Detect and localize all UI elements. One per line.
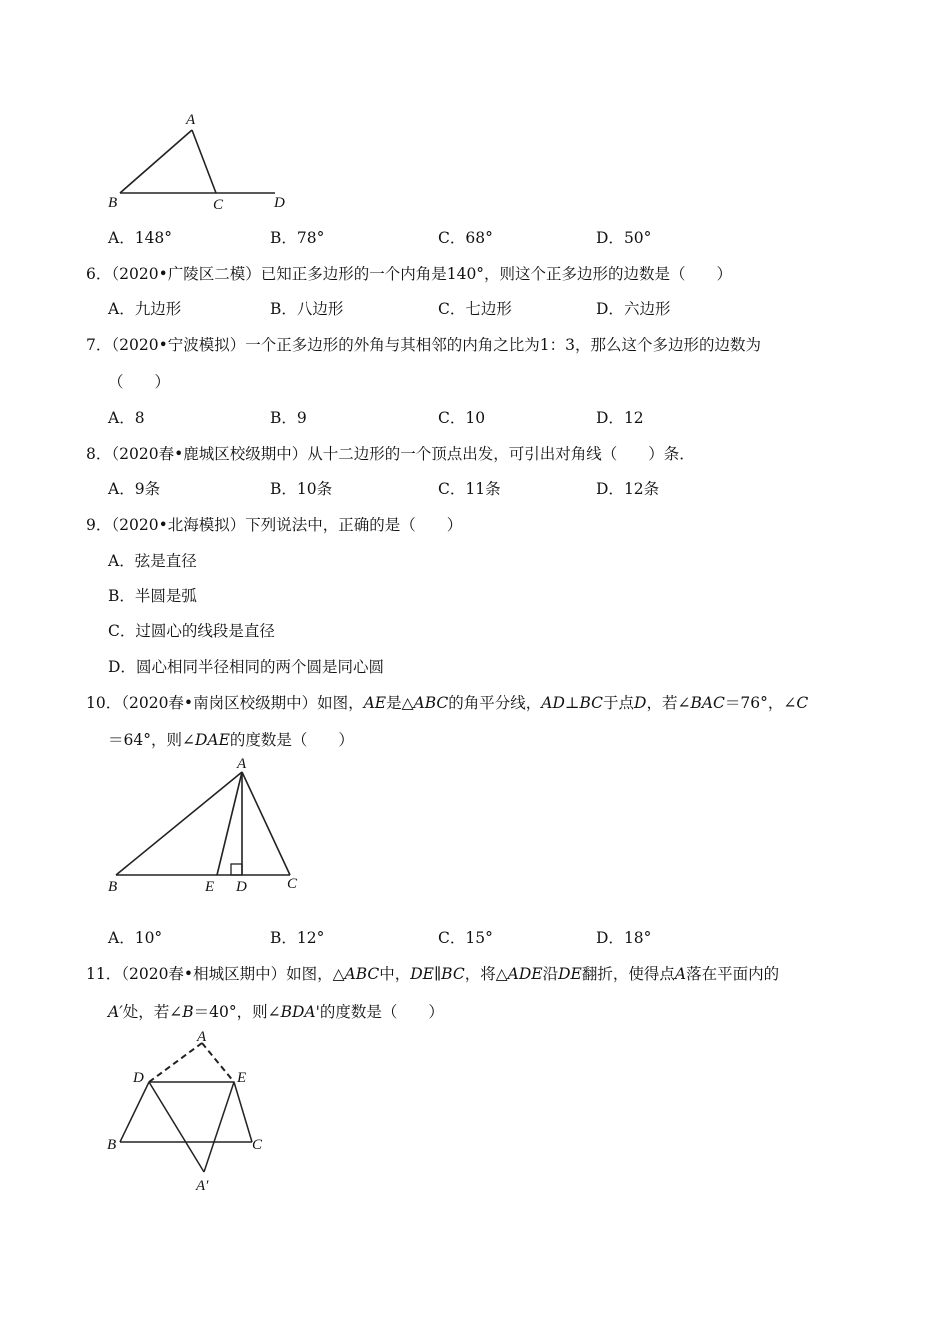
q9-option-a: A．弦是直径 [108, 552, 197, 570]
q6-option-c: C．七边形 [438, 300, 512, 318]
q8-option-a: A．9条 [108, 480, 161, 498]
q7-option-d: D．12 [596, 409, 644, 427]
q6-option-a: A．九边形 [108, 300, 182, 318]
q8-option-b: B．10条 [270, 480, 333, 498]
q5-option-b: B．78° [270, 229, 325, 247]
q5-option-d: D．50° [596, 229, 652, 247]
q10-option-b: B．12° [270, 929, 325, 947]
question-7-line2: （ ） [108, 373, 171, 391]
vertex-label-c: C [213, 197, 224, 213]
q8-option-c: C．11条 [438, 480, 501, 498]
vertex-label-c: C [252, 1137, 263, 1153]
vertex-label-d: D [274, 195, 285, 211]
question-7: 7．（2020•宁波模拟）一个正多边形的外角与其相邻的内角之比为1：3，那么这个多边形的边数为 [86, 336, 761, 354]
q9-option-d: D．圆心相同半径相同的两个圆是同心圆 [108, 658, 384, 676]
q7-option-b: B．9 [270, 409, 307, 427]
question-6: 6．（2020•广陵区二模）已知正多边形的一个内角是140°，则这个正多边形的边数是（ ） [86, 265, 733, 283]
vertex-label-e: E [237, 1070, 247, 1086]
q10-option-a: A．10° [108, 929, 163, 947]
q8-option-d: D．12条 [596, 480, 660, 498]
q6-option-d: D．六边形 [596, 300, 671, 318]
vertex-label-a: A [197, 1030, 207, 1045]
q7-option-a: A．8 [108, 409, 145, 427]
q5-option-c: C．68° [438, 229, 493, 247]
question-11-line2: A′处，若∠B＝40°，则∠BDA'的度数是（ ） [108, 1003, 444, 1021]
vertex-label-a: A [186, 112, 196, 128]
triangle-figure-q10 [100, 758, 320, 898]
q10-option-c: C．15° [438, 929, 493, 947]
question-10-line2: ＝64°，则∠DAE的度数是（ ） [108, 731, 354, 749]
triangle-figure-q5 [100, 108, 300, 218]
q9-option-c: C．过圆心的线段是直径 [108, 622, 275, 640]
question-9: 9．（2020•北海模拟）下列说法中，正确的是（ ） [86, 516, 463, 534]
vertex-label-d: D [236, 879, 247, 895]
question-8: 8．（2020春•鹿城区校级期中）从十二边形的一个顶点出发，可引出对角线（ ）条． [86, 445, 695, 463]
fold-figure-q11 [100, 1030, 280, 1195]
q10-option-d: D．18° [596, 929, 652, 947]
q6-option-b: B．八边形 [270, 300, 344, 318]
vertex-label-a-prime: A′ [196, 1178, 209, 1194]
question-11: 11．（2020春•相城区期中）如图，△ABC中，DE∥BC，将△ADE沿DE翻折，使得点A落在平面内的 [86, 965, 780, 983]
q9-option-b: B．半圆是弧 [108, 587, 197, 605]
vertex-label-b: B [108, 195, 118, 211]
vertex-label-e: E [205, 879, 215, 895]
q7-option-c: C．10 [438, 409, 486, 427]
question-10: 10．（2020春•南岗区校级期中）如图，AE是△ABC的角平分线，AD⊥BC于点D，若∠BAC＝76°，∠C [86, 694, 809, 712]
q5-option-a: A．148° [108, 229, 173, 247]
vertex-label-d: D [133, 1070, 144, 1086]
vertex-label-c: C [287, 876, 298, 892]
vertex-label-b: B [107, 1137, 117, 1153]
vertex-label-a: A [237, 758, 247, 772]
vertex-label-b: B [108, 879, 118, 895]
